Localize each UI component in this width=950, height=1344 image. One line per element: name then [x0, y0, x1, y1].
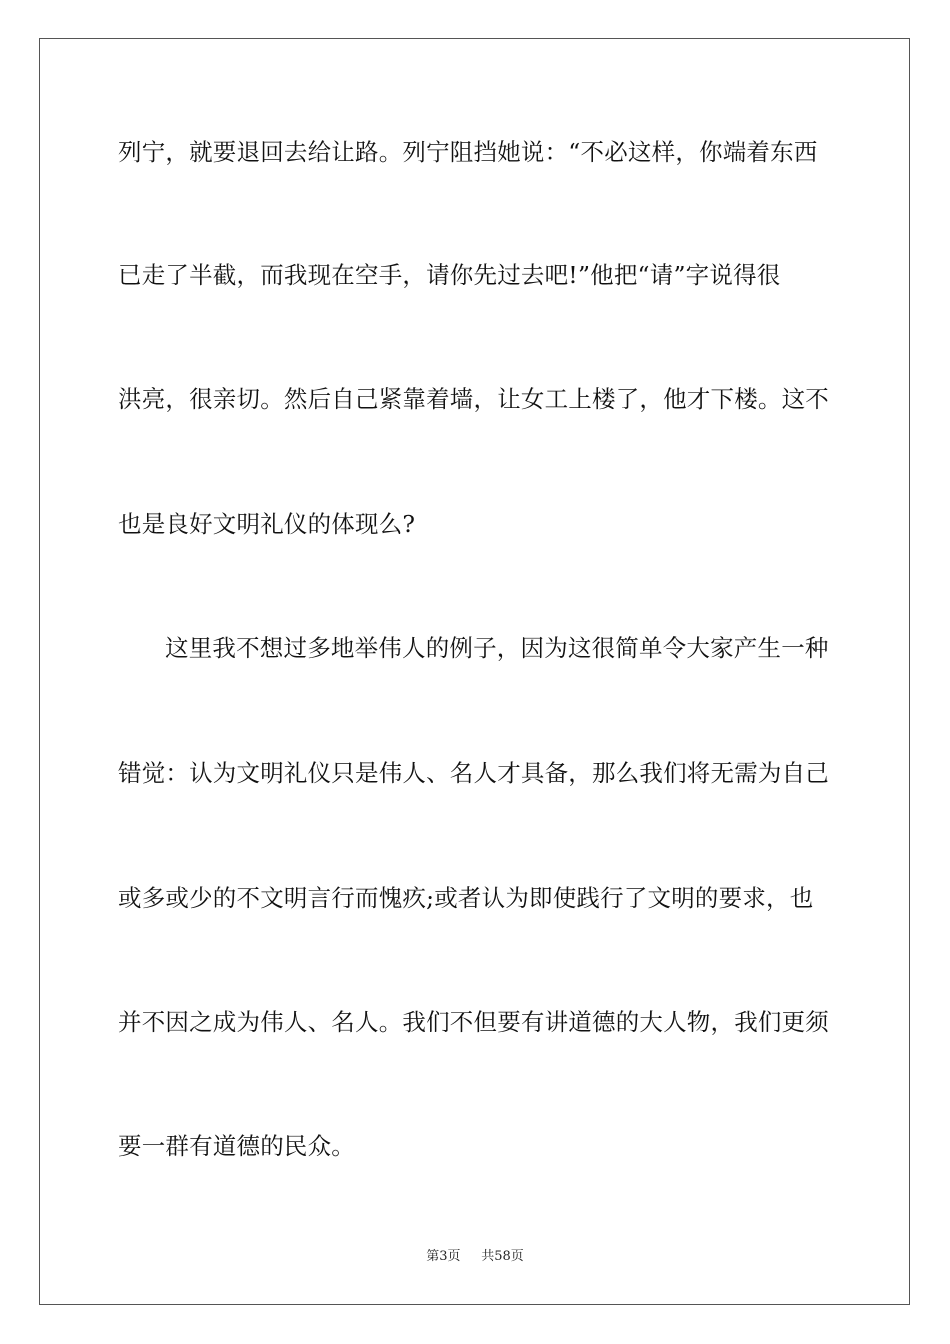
page-border — [39, 38, 910, 1305]
page-footer — [0, 1248, 950, 1266]
body-text-line: 洪亮，很亲切。然后自己紧靠着墙，让女工上楼了，他才下楼。这不 — [118, 385, 829, 413]
body-text-line: 或多或少的不文明言行而愧疚;或者认为即使践行了文明的要求，也 — [118, 884, 814, 912]
body-text-line: 也是良好文明礼仪的体现么? — [118, 510, 416, 538]
body-text-line: 错觉：认为文明礼仪只是伟人、名人才具备，那么我们将无需为自己 — [118, 759, 829, 787]
page-number: 第3页 — [426, 1249, 461, 1264]
body-text-line-indented: 这里我不想过多地举伟人的例子，因为这很简单令大家产生一种 — [165, 634, 829, 662]
total-pages: 共58页 — [481, 1249, 524, 1264]
body-text-line: 要一群有道德的民众。 — [118, 1132, 355, 1160]
body-text-line: 列宁，就要退回去给让路。列宁阻挡她说：“不必这样，你端着东西 — [118, 138, 818, 166]
body-text-line: 并不因之成为伟人、名人。我们不但要有讲道德的大人物，我们更须 — [118, 1008, 829, 1036]
body-text-line: 已走了半截，而我现在空手，请你先过去吧!”他把“请”字说得很 — [118, 261, 781, 289]
